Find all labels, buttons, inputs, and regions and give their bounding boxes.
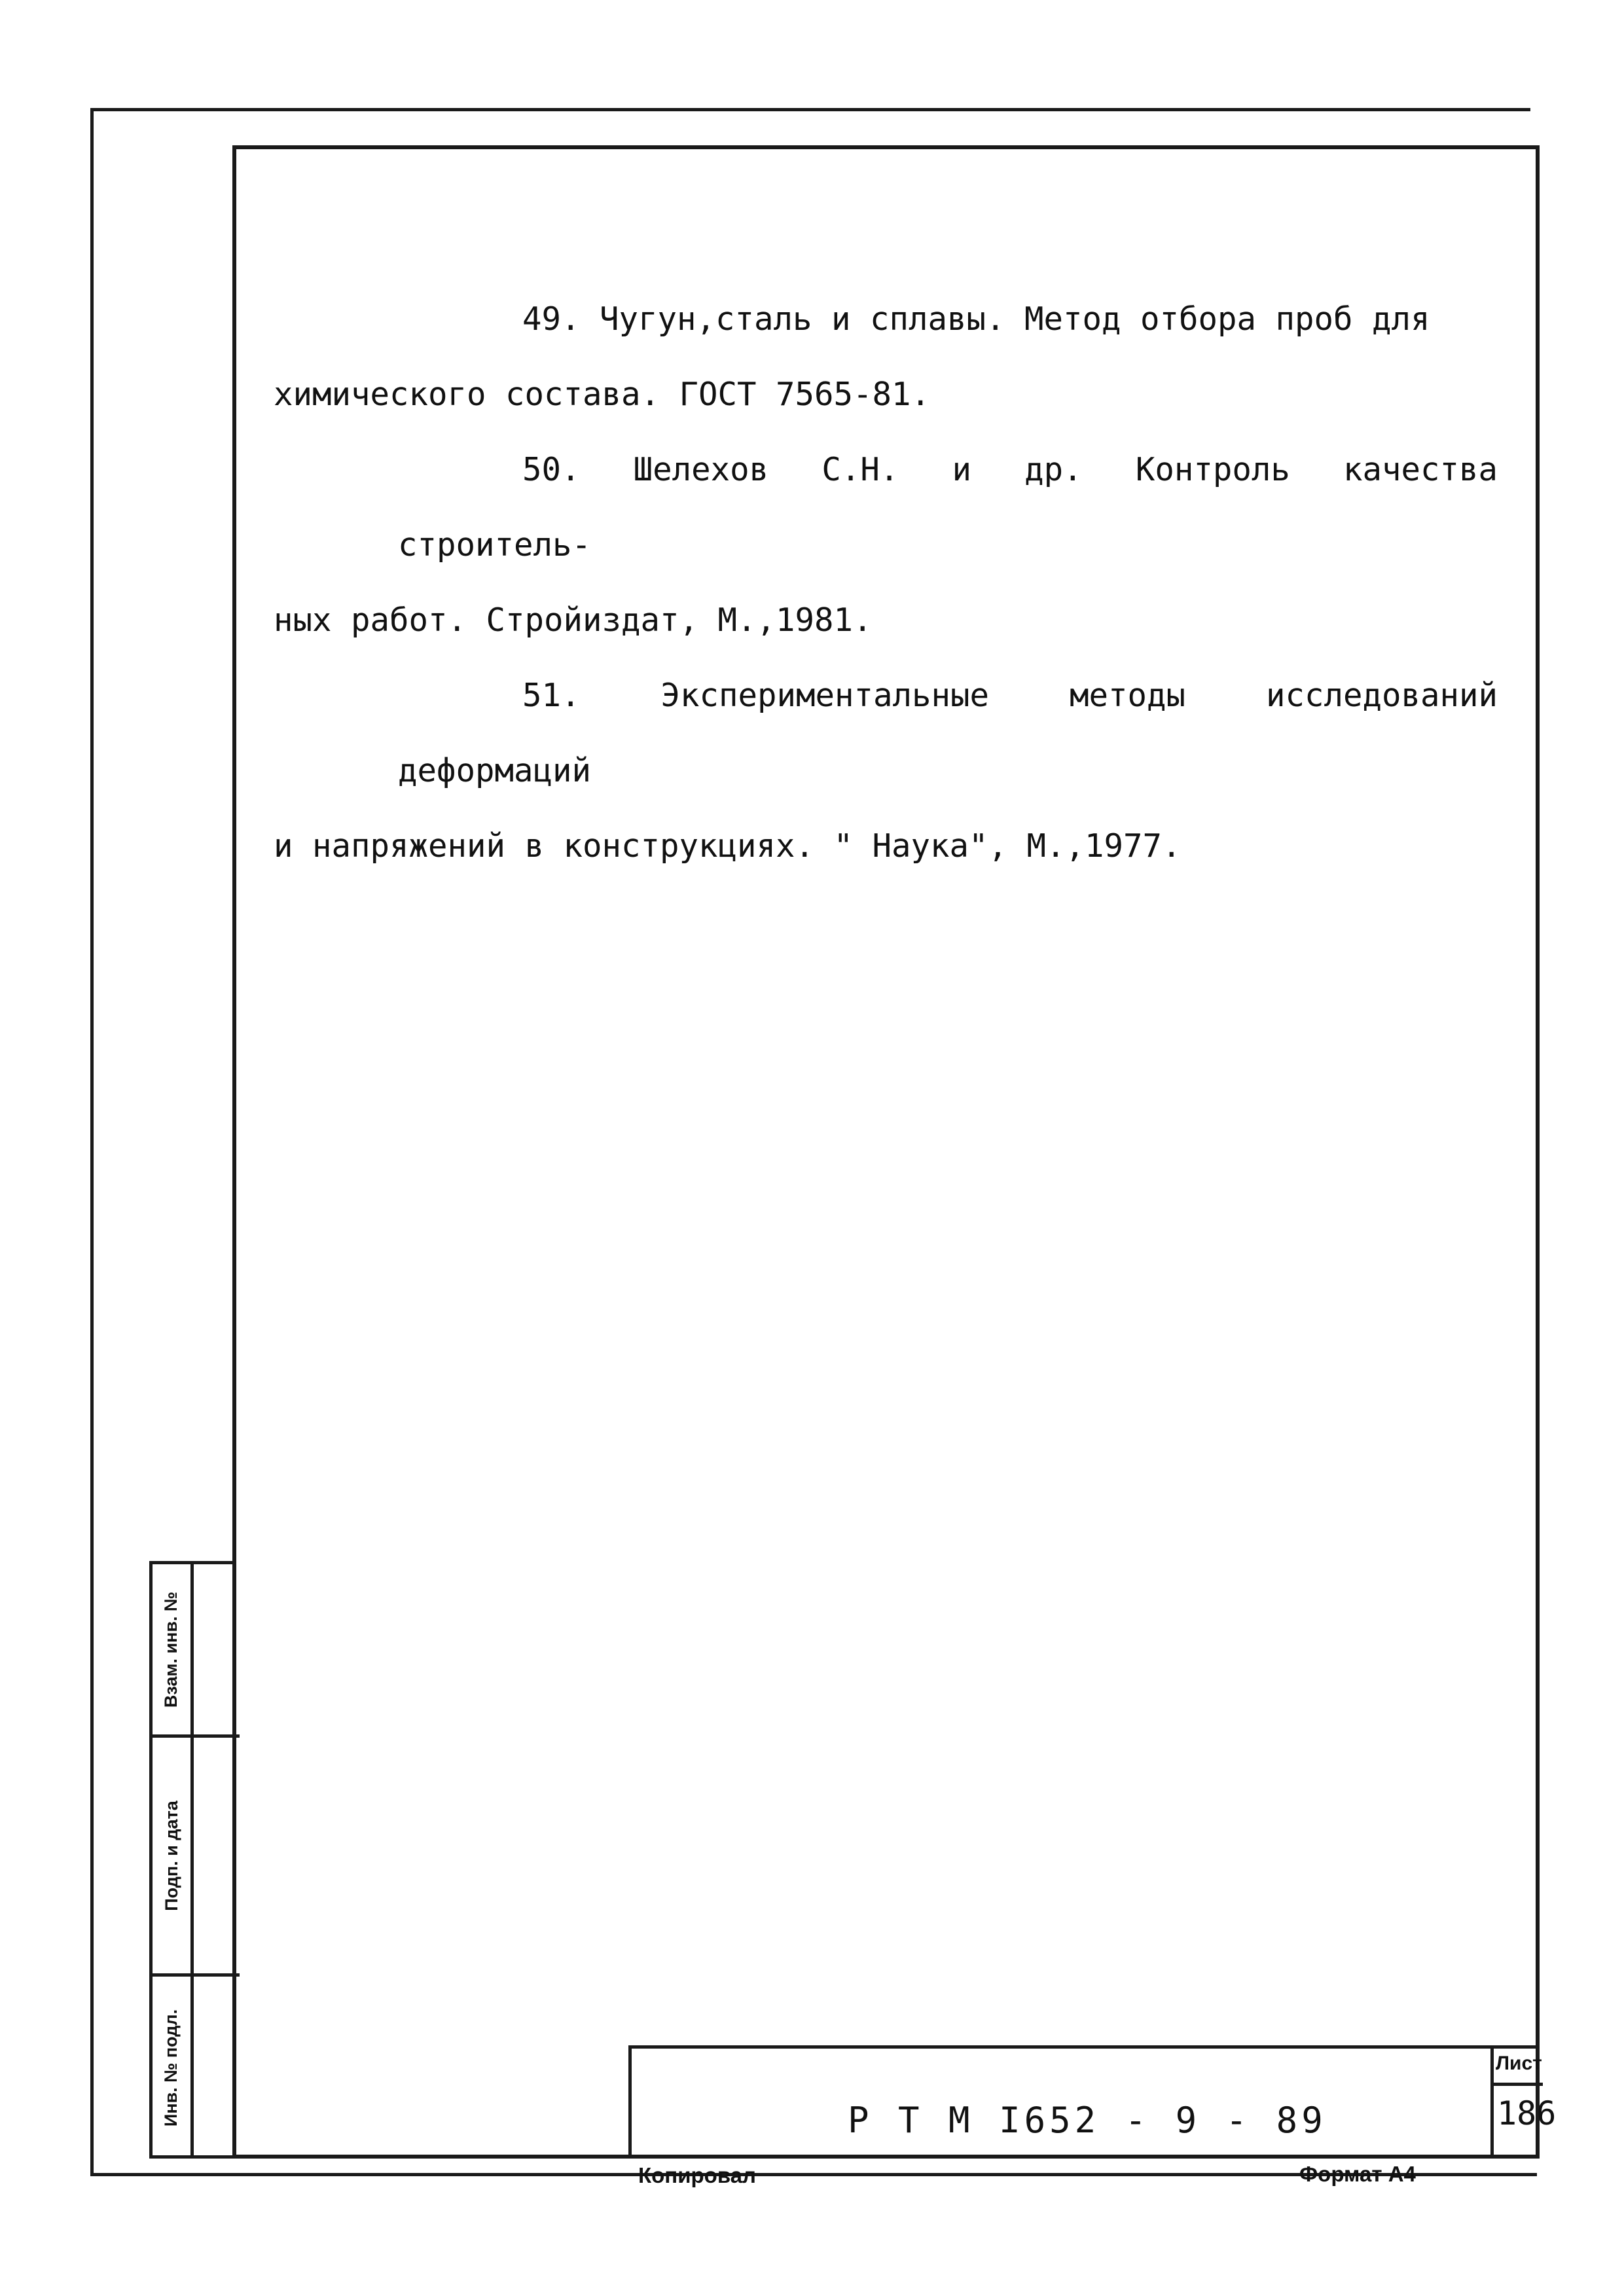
sheet-number: 186	[1497, 2094, 1557, 2132]
reference-continuation: и напряжений в конструкциях. " Наука", М.,1977.	[274, 827, 1182, 865]
stamp-column-divider	[190, 1564, 194, 2155]
outer-border-left	[90, 108, 94, 2176]
reference-continuation: химического состава. ГОСТ 7565-81.	[274, 376, 931, 413]
stamp-label: Взам. инв. №	[161, 1591, 181, 1708]
stamp-cell-replacement-inventory	[153, 1564, 190, 1734]
reference-continuation: ных работ. Стройиздат, М.,1981.	[274, 601, 873, 639]
title-block-sheet-divider	[1490, 2083, 1543, 2086]
sheet-label: Лист	[1496, 2053, 1542, 2074]
outer-border-top	[90, 108, 1530, 111]
reference-first-line: 49. Чугун,сталь и сплавы. Метод отбора проб для	[522, 300, 1430, 338]
document-code: Р Т М I652 - 9 - 89	[848, 2100, 1327, 2141]
reference-first-line: 51. Экспериментальные методы исследований деформаций	[398, 677, 1498, 789]
title-block	[628, 2045, 1557, 2159]
margin-stamp	[149, 1561, 236, 2159]
reference-first-line: 50. Шелехов С.Н. и др. Контроль качества строитель-	[398, 451, 1498, 564]
format-label: Формат А4	[1299, 2162, 1416, 2186]
stamp-label: Подп. и дата	[161, 1800, 181, 1911]
reference-item	[274, 658, 1498, 884]
stamp-label: Инв. № подл.	[161, 2009, 181, 2126]
stamp-cell-original-inventory	[153, 1977, 190, 2159]
title-block-divider	[1490, 2049, 1494, 2159]
reference-item	[274, 432, 1498, 658]
reference-item	[274, 281, 1498, 432]
reference-list	[274, 281, 1498, 884]
stamp-cell-signature-date	[153, 1738, 190, 1973]
copied-by-label: Копировал	[638, 2163, 757, 2187]
